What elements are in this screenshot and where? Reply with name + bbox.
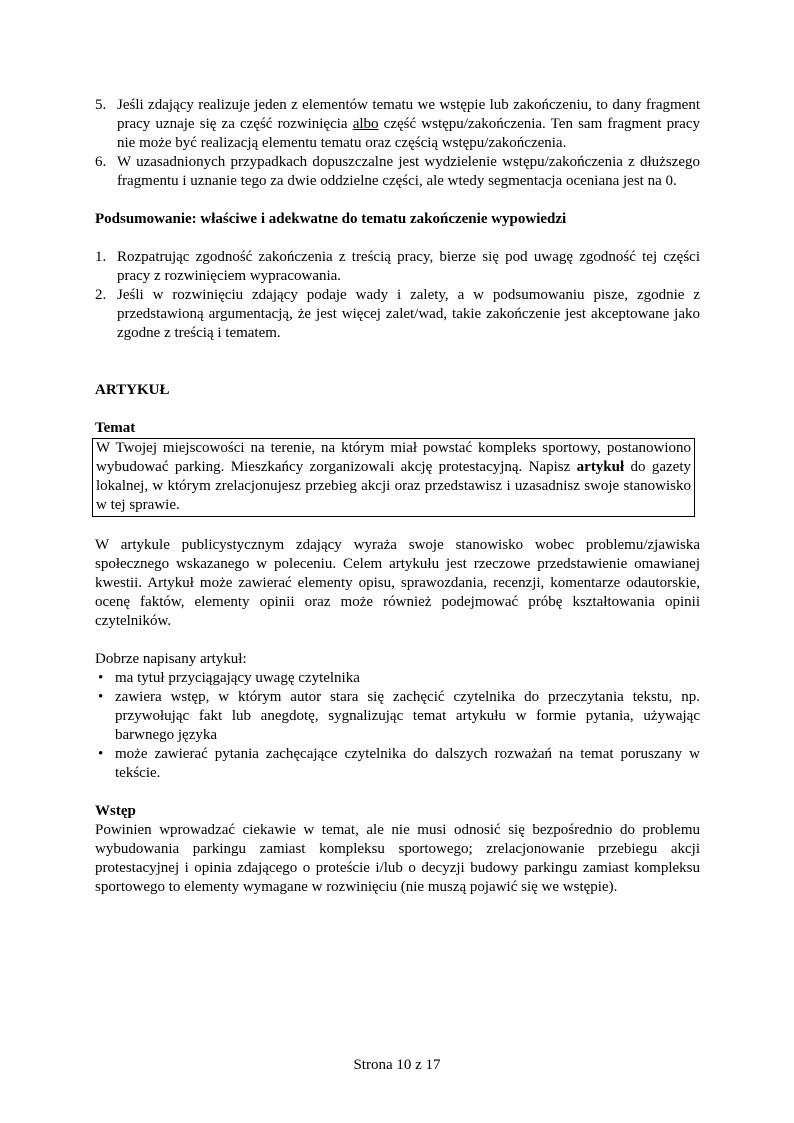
criteria-list xyxy=(95,96,700,191)
list-text: W uzasadnionych przypadkach dopuszczalne jest wydzielenie wstępu/zakończenia z dłuższego fragmentu i uznanie tego za dwie oddzielne części, ale wtedy segmentacja oceniana jest na 0. xyxy=(117,154,700,189)
bullet-glyph: • xyxy=(98,746,104,762)
list-text: Rozpatrując zgodność zakończenia z treścią pracy, bierze się pod uwagę zgodność tej części pracy z rozwinięciem wypracowania. xyxy=(117,249,700,284)
list-item xyxy=(95,286,700,343)
section-title: ARTYKUŁ xyxy=(95,382,170,398)
list-number: 5. xyxy=(95,97,107,113)
bullet-list xyxy=(95,669,700,783)
list-item xyxy=(95,248,700,286)
underlined-word: albo xyxy=(352,116,379,132)
list-text: część wstępu/zakończenia. Ten sam fragment pracy nie może być realizacją elementu tematu oraz częścią wstępu/zakończenia. xyxy=(117,116,700,151)
topic-text: W Twojej miejscowości na terenie, na którym miał powstać kompleks sportowy, postanowiono wybudować parking. Mieszkańcy zorganizowali akcję protestacyjną. Napisz xyxy=(96,440,691,475)
summary-list xyxy=(95,248,700,343)
topic-text: do gazety lokalnej, w którym zrelacjonujesz przebieg akcji oraz przedstawisz i uzasadnisz swoje stanowisko w tej sprawie. xyxy=(96,459,692,513)
list-number: 6. xyxy=(95,154,107,170)
list-text: Jeśli w rozwinięciu zdający podaje wady i zalety, a w podsumowaniu pisze, zgodnie z przedstawioną argumentacją, że jest więcej zalet/wad, takie zakończenie jest akceptowane jako zgodne z treścią i tematem. xyxy=(117,287,700,341)
topic-bold-word: artykuł xyxy=(576,459,625,475)
intro-paragraph: W artykule publicystycznym zdający wyraża swoje stanowisko wobec problemu/zjawiska społecznego wskazanego w poleceniu. Celem artykułu jest rzeczowe przedstawienie omawianej kwestii. Artykuł może zawierać elementy opisu, sprawozdania, recenzji, komentarze odautorskie, ocenę faktów, elementy opinii oraz może również podejmować próbę kształtowania opinii czytelników. xyxy=(95,537,700,629)
bullet-text: ma tytuł przyciągający uwagę czytelnika xyxy=(115,670,360,686)
topic-box xyxy=(92,438,695,517)
summary-heading: Podsumowanie: właściwe i adekwatne do tematu zakończenie wypowiedzi xyxy=(95,211,567,227)
bullet-glyph: • xyxy=(98,670,104,686)
list-item xyxy=(95,96,700,153)
page-footer: Strona 10 z 17 xyxy=(353,1057,441,1073)
topic-label: Temat xyxy=(95,420,136,436)
list-item xyxy=(95,688,700,745)
bullet-text: zawiera wstęp, w którym autor stara się zachęcić czytelnika do przeczytania tekstu, np. przywołując fakt lub anegdotę, sygnalizując temat artykułu w formie pytania, używając barwnego języka xyxy=(115,689,700,743)
list-text: Jeśli zdający realizuje jeden z elementów tematu we wstępie lub zakończeniu, to dany fragment pracy uznaje się za część rozwinięcia xyxy=(117,97,700,132)
list-item xyxy=(95,153,700,191)
list-item xyxy=(95,745,700,783)
well-written-label: Dobrze napisany artykuł: xyxy=(95,651,247,667)
bullet-text: może zawierać pytania zachęcające czytelnika do dalszych rozważań na temat poruszany w tekście. xyxy=(115,746,700,781)
bullet-glyph: • xyxy=(98,689,104,705)
document-page xyxy=(95,96,700,897)
wstep-heading: Wstęp xyxy=(95,803,136,819)
list-number: 2. xyxy=(95,287,107,303)
list-item xyxy=(95,669,700,688)
list-number: 1. xyxy=(95,249,107,265)
wstep-paragraph: Powinien wprowadzać ciekawie w temat, ale nie musi odnosić się bezpośrednio do problemu wybudowania parkingu zamiast kompleksu sportowego; zrelacjonowanie przebiegu akcji protestacyjnej i opinia zdającego o proteście i/lub o decyzji budowy parkingu zamiast kompleksu sportowego to elementy wymagane w rozwinięciu (nie muszą pojawić się we wstępie). xyxy=(95,822,700,895)
